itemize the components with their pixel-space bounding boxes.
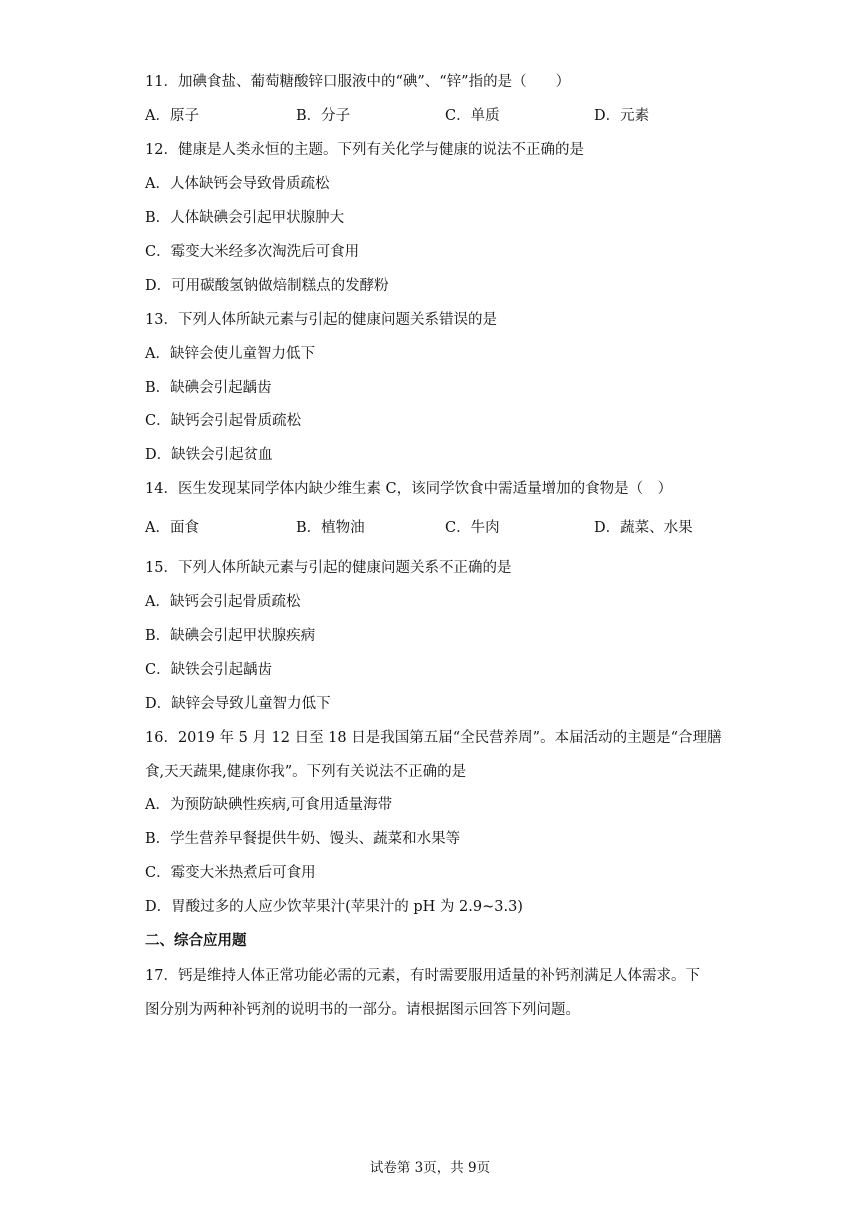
q14-option-d: D．蔬菜、水果 — [594, 520, 693, 536]
q16-option-d: D．胃酸过多的人应少饮苹果汁(苹果汁的 pH 为 2.9~3.3) — [145, 899, 523, 915]
q13-stem: 13．下列人体所缺元素与引起的健康问题关系错误的是 — [145, 312, 497, 328]
q14-option-a: A．面食 — [145, 520, 199, 536]
section-title: 二、综合应用题 — [145, 932, 247, 949]
q15-option-c: C．缺铁会引起龋齿 — [145, 662, 273, 678]
q12-stem: 12．健康是人类永恒的主题。下列有关化学与健康的说法不正确的是 — [145, 142, 584, 158]
q16-stem-line2: 食,天天蔬果,健康你我”。下列有关说法不正确的是 — [145, 764, 467, 780]
q12-option-a: A．人体缺钙会导致骨质疏松 — [145, 176, 330, 192]
q11-option-a: A．原子 — [145, 108, 199, 124]
q14-option-c: C．牛肉 — [445, 520, 500, 536]
q16-stem-line1: 16．2019 年 5 月 12 日至 18 日是我国第五届“全民营养周”。本届活动的主题是“合理膳 — [145, 730, 722, 746]
q15-option-d: D．缺锌会导致儿童智力低下 — [145, 696, 331, 712]
q13-option-c: C．缺钙会引起骨质疏松 — [145, 413, 302, 429]
q16-option-b: B．学生营养早餐提供牛奶、馒头、蔬菜和水果等 — [145, 831, 461, 847]
q13-option-a: A．缺锌会使儿童智力低下 — [145, 346, 315, 362]
q11-stem: 11．加碘食盐、葡萄糖酸锌口服液中的“碘”、“锌”指的是（ ） — [145, 74, 571, 90]
q12-option-c: C．霉变大米经多次淘洗后可食用 — [145, 244, 360, 260]
page-footer: 试卷第 3页，共 9页 — [369, 1160, 491, 1176]
q15-stem: 15．下列人体所缺元素与引起的健康问题关系不正确的是 — [145, 560, 512, 576]
q13-option-b: B．缺碘会引起龋齿 — [145, 380, 272, 396]
q14-stem: 14．医生发现某同学体内缺少维生素 C，该同学饮食中需适量增加的食物是（ ） — [145, 481, 673, 497]
q15-option-a: A．缺钙会引起骨质疏松 — [145, 594, 301, 610]
q11-option-b: B．分子 — [296, 108, 351, 124]
q15-option-b: B．缺碘会引起甲状腺疾病 — [145, 628, 316, 644]
q13-option-d: D．缺铁会引起贫血 — [145, 447, 273, 463]
q17-line2: 图分别为两种补钙剂的说明书的一部分。请根据图示回答下列问题。 — [145, 1002, 580, 1018]
q16-option-c: C．霉变大米热煮后可食用 — [145, 865, 316, 881]
q11-option-c: C．单质 — [445, 108, 500, 124]
q12-option-d: D．可用碳酸氢钠做焙制糕点的发酵粉 — [145, 278, 389, 294]
q17-line1: 17．钙是维持人体正常功能必需的元素，有时需要服用适量的补钙剂满足人体需求。下 — [145, 968, 700, 984]
q12-option-b: B．人体缺碘会引起甲状腺肿大 — [145, 210, 345, 226]
q11-option-d: D．元素 — [594, 108, 650, 124]
q16-option-a: A．为预防缺碘性疾病,可食用适量海带 — [145, 797, 393, 813]
q14-option-b: B．植物油 — [296, 520, 365, 536]
